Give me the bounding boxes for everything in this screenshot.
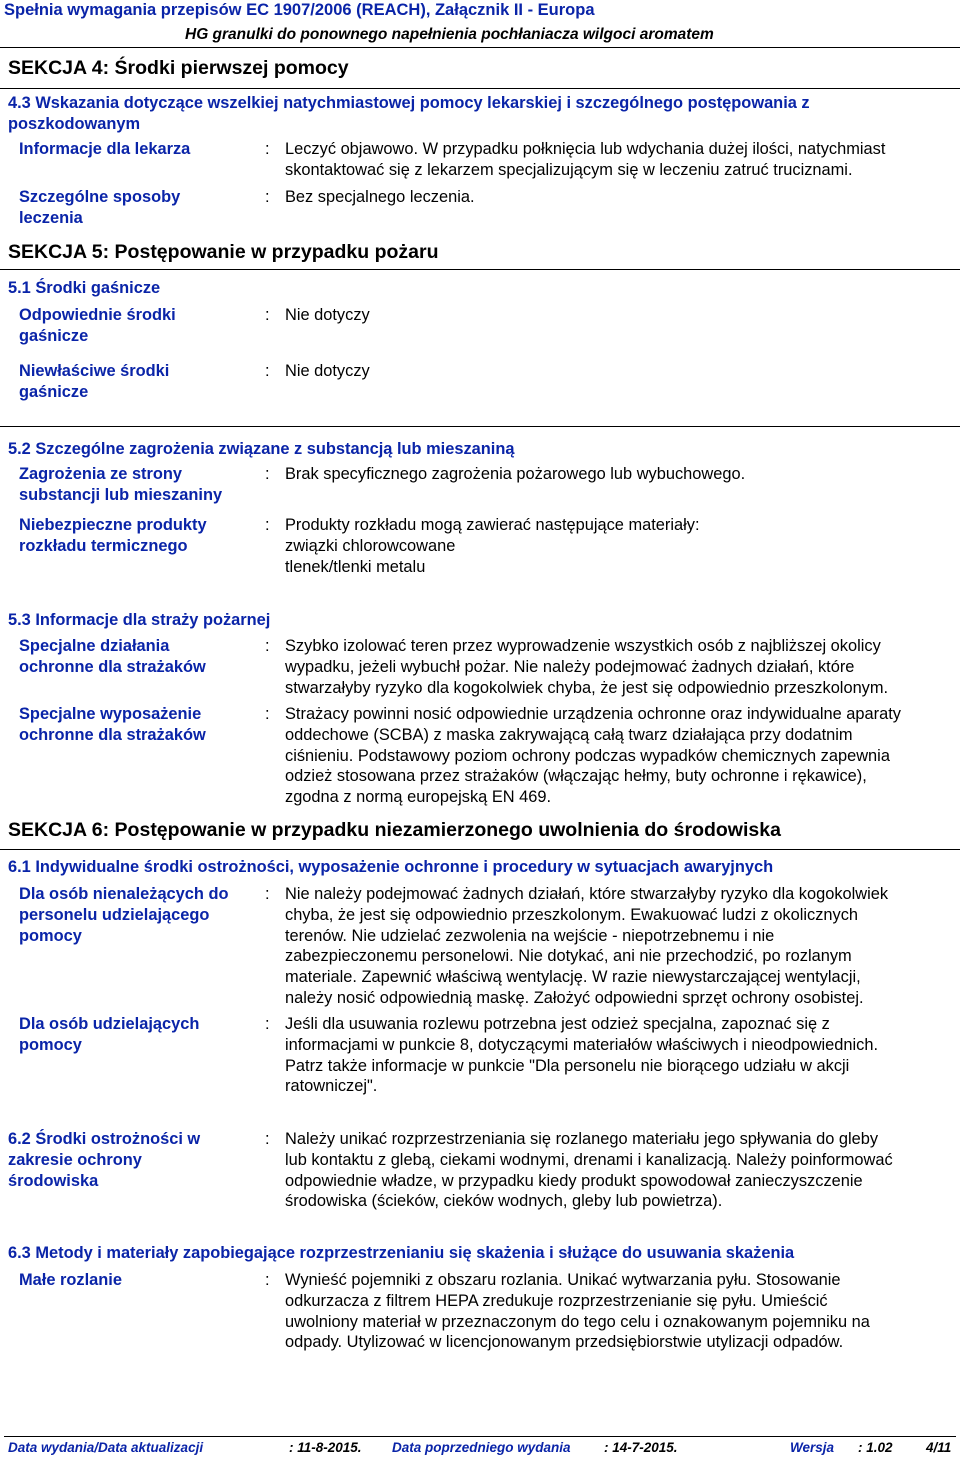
issue-date-value: : 11-8-2015.	[289, 1440, 362, 1455]
header-divider	[0, 47, 960, 48]
small-spill-label: Małe rozlanie	[19, 1271, 122, 1289]
page-number: 4/11	[926, 1440, 952, 1455]
colon: :	[265, 885, 270, 903]
hazards-label: Zagrożenia ze strony substancji lub mieszaniny	[19, 465, 223, 504]
colon: :	[265, 465, 270, 483]
issue-date-label: Data wydania/Data aktualizacji	[8, 1440, 204, 1455]
decomposition-label: Niebezpieczne produkty rozkładu termicznego	[19, 516, 207, 555]
unsuitable-media-label: Niewłaściwe środki gaśnicze	[19, 362, 170, 401]
special-treatment-value: Bez specjalnego leczenia.	[285, 188, 475, 206]
colon: :	[265, 1271, 270, 1289]
section-4-title: SEKCJA 4: Środki pierwszej pomocy	[8, 57, 349, 79]
colon: :	[265, 306, 270, 324]
previous-date-value: : 14-7-2015.	[604, 1440, 678, 1455]
section-5-title: SEKCJA 5: Postępowanie w przypadku pożaru	[8, 241, 439, 263]
subsection-6-1: 6.1 Indywidualne środki ostrożności, wyposażenie ochronne i procedury w sytuacjach awaryjnych	[8, 858, 774, 876]
product-name: HG granulki do ponownego napełnienia pochłaniacza wilgoci aromatem	[185, 26, 714, 43]
emergency-responders-label: Dla osób udzielających pomocy	[19, 1015, 200, 1054]
physician-info-label: Informacje dla lekarza	[19, 140, 191, 158]
suitable-media-value: Nie dotyczy	[285, 306, 370, 324]
suitable-media-label: Odpowiednie środki gaśnicze	[19, 306, 176, 345]
protective-equipment-label: Specjalne wyposażenie ochronne dla strażaków	[19, 705, 206, 744]
decomposition-value: Produkty rozkładu mogą zawierać następujące materiały: związki chlorowcowane tlenek/tlenki metalu	[285, 516, 700, 576]
subsection-5-3: 5.3 Informacje dla straży pożarnej	[8, 611, 271, 629]
non-emergency-value: Nie należy podejmować żadnych działań, które stwarzałyby ryzyko dla kogokolwiek chyba, że jest się odpowiednio przeszkolonym. Ewakuować ludzi z okolicznych terenów. Nie udzielać zezwolenia na wejście - niepotrzebnemu i nie zabezpieczonemu personelowi. Nie dotykać, ani nie przechodzić, po rozlanym materiale. Zapewnić właściwą wentylację. W razie niewystarczającej wentylacji, należy nosić odpowiednią maskę. Założyć odpowiedni sprzęt ochrony osobistej.	[285, 885, 889, 1007]
protective-actions-label: Specjalne działania ochronne dla strażaków	[19, 637, 206, 676]
subsection-6-3: 6.3 Metody i materiały zapobiegające rozprzestrzenianiu się skażenia i służące do usuwania skażenia	[8, 1244, 795, 1262]
subsection-5-2: 5.2 Szczególne zagrożenia związane z substancją lub mieszaniną	[8, 440, 515, 458]
colon: :	[265, 705, 270, 723]
colon: :	[265, 188, 270, 206]
subsection-divider	[0, 426, 960, 427]
colon: :	[265, 637, 270, 655]
hazards-value: Brak specyficznego zagrożenia pożarowego lub wybuchowego.	[285, 465, 746, 483]
section-4-divider	[0, 88, 960, 89]
physician-info-value: Leczyć objawowo. W przypadku połknięcia lub wdychania dużej ilości, natychmiast skontaktować się z lekarzem specjalizującym się w leczeniu zatruć truciznami.	[285, 140, 886, 179]
colon: :	[265, 140, 270, 158]
footer-divider	[4, 1436, 956, 1437]
version-value: : 1.02	[858, 1440, 893, 1455]
non-emergency-label: Dla osób nienależących do personelu udzielającego pomocy	[19, 885, 229, 945]
subsection-5-1: 5.1 Środki gaśnicze	[8, 279, 161, 297]
protective-equipment-value: Strażacy powinni nosić odpowiednie urządzenia ochronne oraz indywidualne aparaty oddechowe (SCBA) z maska zakrywającą całą twarz działająca przy dodatnim ciśnieniu. Podstawowy poziom ochrony podczas wypadków chemicznych zapewnia odzież stosowana przez strażaków (włączając hełmy, buty ochronne i rękawice), zgodna z normą europejską EN 469.	[285, 705, 901, 807]
section-5-divider	[0, 269, 960, 270]
version-label: Wersja	[790, 1440, 835, 1455]
regulation-header: Spełnia wymagania przepisów EC 1907/2006 (REACH), Załącznik II - Europa	[4, 1, 595, 19]
emergency-responders-value: Jeśli dla usuwania rozlewu potrzebna jest odzież specjalna, zapoznać się z informacjami w punkcie 8, dotyczącymi materiałów właściwych i nieodpowiednich. Patrz także informacje w punkcie "Dla personelu nie biorącego udziału w akcji ratowniczej".	[285, 1015, 879, 1096]
unsuitable-media-value: Nie dotyczy	[285, 362, 370, 380]
colon: :	[265, 362, 270, 380]
protective-actions-value: Szybko izolować teren przez wyprowadzenie wszystkich osób z najbliższej okolicy wypadku, jeżeli wybuchł pożar. Nie należy podejmować żadnych działań, które stwarzałyby ryzyko dla kogokolwiek chyba, że jest się odpowiednio przeszkolonym.	[285, 637, 889, 697]
subsection-4-3: 4.3 Wskazania dotyczące wszelkiej natychmiastowej pomocy lekarskiej i szczególnego postępowania z poszkodowanym	[8, 94, 810, 133]
colon: :	[265, 1015, 270, 1033]
previous-date-label: Data poprzedniego wydania	[392, 1440, 571, 1455]
section-6-title: SEKCJA 6: Postępowanie w przypadku niezamierzonego uwolnienia do środowiska	[8, 819, 781, 841]
footer	[8, 1440, 952, 1455]
colon: :	[265, 1130, 270, 1148]
special-treatment-label: Szczególne sposoby leczenia	[19, 188, 181, 227]
small-spill-value: Wynieść pojemniki z obszaru rozlania. Unikać wytwarzania pyłu. Stosowanie odkurzacza z filtrem HEPA zredukuje rozprzestrzenianie się pyłu. Umieścić uwolniony materiał w przeznaczonym do tego celu i oznakowanym pojemniku na odpady. Utylizować w licencjonowanym przedsiębiorstwie utylizacji odpadów.	[285, 1271, 870, 1352]
environmental-precautions-label: 6.2 Środki ostrożności w zakresie ochrony środowiska	[8, 1130, 201, 1190]
section-6-divider	[0, 849, 960, 850]
environmental-precautions-value: Należy unikać rozprzestrzeniania się rozlanego materiału jego spływania do gleby lub kontaktu z glebą, ciekami wodnymi, drenami i kanalizacją. Należy poinformować odpowiednie władze, w przypadku kiedy produkt spowodował zanieczyszczenie środowiska (ścieków, cieków wodnych, gleby lub powietrza).	[285, 1130, 893, 1211]
colon: :	[265, 516, 270, 534]
